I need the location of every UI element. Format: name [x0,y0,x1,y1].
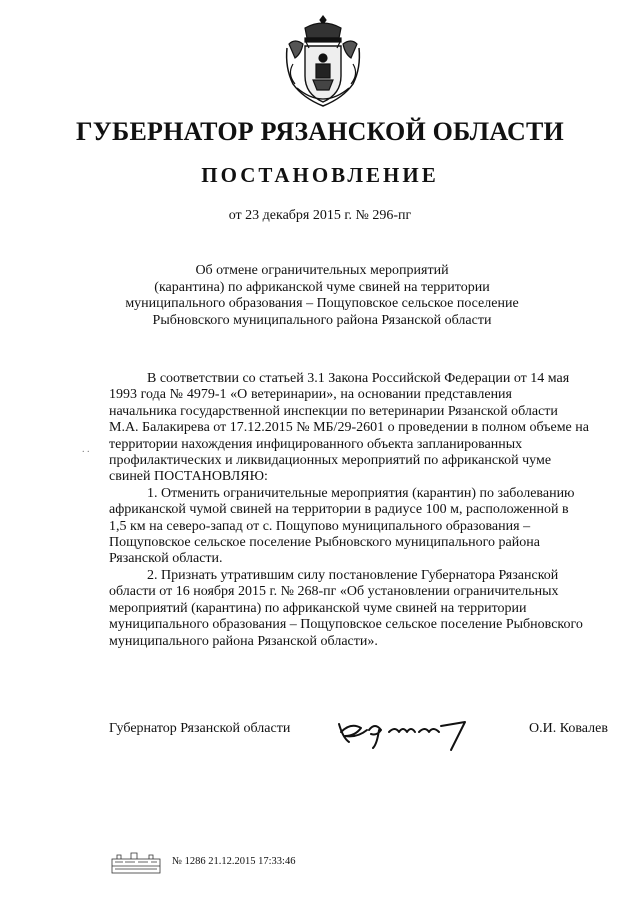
body-line: В соответствии со статьей 3.1 Закона Российской Федерации от 14 мая [147,371,570,386]
body-line: территории нахождения инфицированного объекта запланированных [109,436,523,452]
body-line: области от 16 ноября 2015 г. № 268-пг «Об установлении ограничительных [109,584,559,600]
margin-marks: . . [82,444,90,455]
document-type: ПОСТАНОВЛЕНИЕ [201,163,439,187]
document-body [109,371,589,650]
body-line: начальника государственной инспекции по ветеринарии Рязанской области [109,403,558,419]
item-2-paragraph [109,567,583,650]
body-line: Пощуповское сельское поселение Рыбновского муниципального района [109,535,540,551]
body-line: муниципального района Рязанской области». [109,633,378,649]
subject-line: Об отмене ограничительных мероприятий [195,263,449,278]
body-line: африканской чумой свиней на территории в радиусе 100 м, расположенной в [109,502,569,518]
subject-line: (карантина) по африканской чуме свиней на территории [154,279,490,295]
signatory-position: Губернатор Рязанской области [109,721,291,736]
body-line: Рязанской области. [109,551,223,567]
subject-line: муниципального образования – Пощуповское сельское поселение [125,296,519,311]
body-line: муниципального образования – Пощуповское сельское поселение Рыбновского [109,617,583,633]
body-line: профилактических и ликвидационных мероприятий по африканской чуме [109,453,552,469]
preamble-paragraph [109,371,589,486]
body-line: свиней ПОСТАНОВЛЯЮ: [109,469,268,485]
handwritten-signature [335,712,475,752]
body-line: мероприятий (карантина) по африканской чуме свиней на территории [109,600,527,616]
document-date-number: от 23 декабря 2015 г. № 296-пг [228,208,412,223]
document-subject [110,263,534,329]
body-line: М.А. Балакирева от 17.12.2015 № МБ/29-2601 о проведении в полном объеме на [109,420,589,436]
coat-of-arms-emblem [283,14,363,112]
body-line: 1. Отменить ограничительные мероприятия (карантин) по заболеванию [147,485,575,501]
registration-number: № 1286 21.12.2015 17:33:46 [172,856,296,867]
subject-line: Рыбновского муниципального района Рязанской области [152,312,492,328]
signatory-name: О.И. Ковалев [529,721,608,736]
issuer-title: ГУБЕРНАТОР РЯЗАНСКОЙ ОБЛАСТИ [76,117,564,146]
item-1-paragraph [109,485,575,568]
body-line: 1993 года № 4979-1 «О ветеринарии», на основании представления [109,387,512,403]
registration-stamp-icon [111,851,161,875]
body-line: 2. Признать утратившим силу постановление Губернатора Рязанской [147,567,559,583]
body-line: 1,5 км на северо-запад от с. Пощупово муниципального образования – [109,518,531,534]
